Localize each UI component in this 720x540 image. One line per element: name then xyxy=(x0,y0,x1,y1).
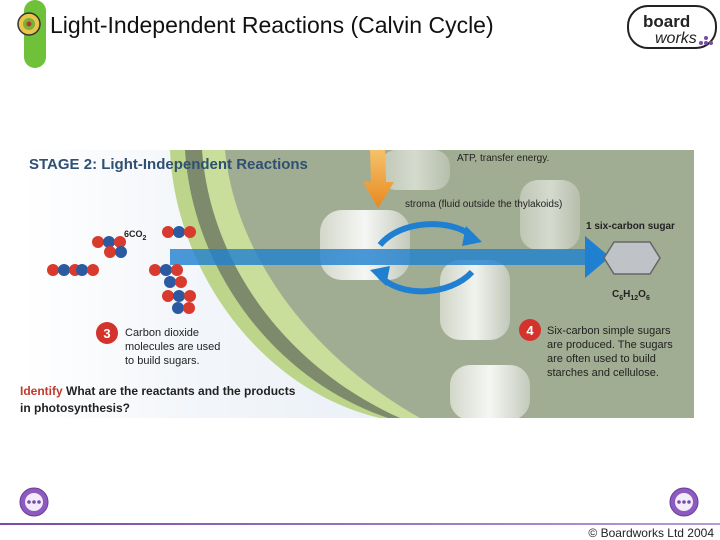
calvin-cycle-diagram xyxy=(20,150,694,418)
brand-line1: board xyxy=(643,12,691,31)
stroma-label: stroma (fluid outside the thylakoids) xyxy=(405,199,563,210)
co2-label: $6CO_2$ xyxy=(124,229,147,242)
slide-title: Light-Independent Reactions (Calvin Cycle) xyxy=(50,12,494,38)
page-number: 26 of 29 xyxy=(7,525,47,537)
copyright-text: © Boardworks Ltd 2004 xyxy=(588,526,714,540)
atp-label: ATP, transfer energy. xyxy=(457,153,550,164)
step-3-text: Carbon dioxide molecules are used to build sugars. xyxy=(125,327,221,367)
main-flow-arrow xyxy=(170,249,590,265)
identify-question: Identify What are the reactants and the products in photosynthesis? xyxy=(20,384,296,415)
boardworks-logo xyxy=(627,5,717,49)
glucose-formula: $C_6H_{12}O_6$ xyxy=(612,289,650,302)
boardworks-emblem-icon xyxy=(16,11,42,37)
ellipsis-left-icon xyxy=(27,500,41,504)
footer-rule xyxy=(0,523,720,525)
previous-slide-button[interactable] xyxy=(19,487,49,517)
sugar-label: 1 six-carbon sugar xyxy=(586,221,675,232)
step-4-text: Six-carbon simple sugars are produced. The sugars are often used to build starches and cellulose. xyxy=(547,325,673,379)
svg-text:4: 4 xyxy=(526,323,534,338)
next-slide-button[interactable] xyxy=(669,487,699,517)
diagram-heading: STAGE 2: Light-Independent Reactions xyxy=(29,156,308,173)
svg-text:3: 3 xyxy=(103,326,111,341)
ellipsis-right-icon xyxy=(677,500,691,504)
hexagon-sugar-icon xyxy=(604,242,660,274)
brand-line2: works xyxy=(655,30,697,47)
